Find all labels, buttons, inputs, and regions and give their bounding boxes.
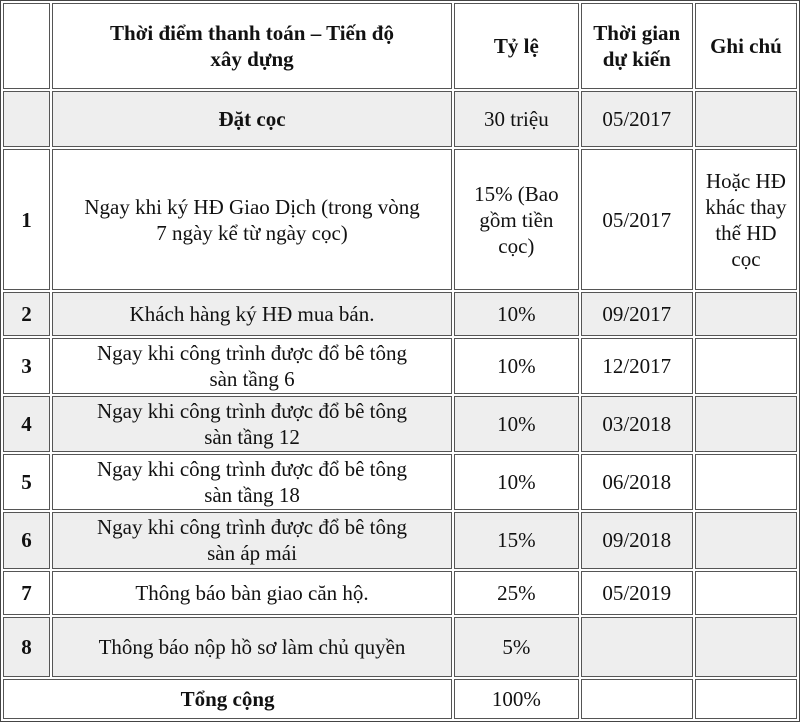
total-note [695,679,797,719]
table-row [3,571,797,615]
row-rate: 15% (Bao gồm tiền cọc) [454,149,579,289]
total-label: Tổng cộng [3,679,452,719]
header-milestone: Thời điểm thanh toán – Tiến độ xây dựng [52,3,452,89]
row-milestone: Ngay khi công trình được đổ bê tông sàn tầng 6 [52,338,452,394]
row-time: 03/2018 [581,396,693,452]
total-time [581,679,693,719]
row-milestone: Thông báo bàn giao căn hộ. [52,571,452,615]
row-number: 1 [3,149,50,289]
deposit-label: Đặt cọc [52,91,452,147]
row-number: 2 [3,292,50,336]
table-row [3,149,797,289]
row-number: 6 [3,512,50,568]
row-number: 8 [3,617,50,677]
header-time: Thời gian dự kiến [581,3,693,89]
header-index [3,3,50,89]
row-note [695,617,797,677]
row-note [695,338,797,394]
row-milestone: Ngay khi công trình được đổ bê tông sàn tầng 18 [52,454,452,510]
row-number: 3 [3,338,50,394]
row-note [695,454,797,510]
row-note [695,571,797,615]
table-row [3,396,797,452]
row-number: 4 [3,396,50,452]
row-milestone: Ngay khi ký HĐ Giao Dịch (trong vòng 7 ngày kể từ ngày cọc) [52,149,452,289]
total-rate: 100% [454,679,579,719]
deposit-note [695,91,797,147]
row-rate: 10% [454,396,579,452]
row-note [695,512,797,568]
row-time: 06/2018 [581,454,693,510]
row-note [695,396,797,452]
deposit-time: 05/2017 [581,91,693,147]
row-rate: 10% [454,292,579,336]
row-note [695,292,797,336]
table-row [3,617,797,677]
table-row [3,338,797,394]
total-row [3,679,797,719]
row-rate: 25% [454,571,579,615]
row-rate: 5% [454,617,579,677]
row-milestone: Thông báo nộp hồ sơ làm chủ quyền [52,617,452,677]
deposit-row [3,91,797,147]
row-time: 12/2017 [581,338,693,394]
deposit-index [3,91,50,147]
row-time: 05/2017 [581,149,693,289]
row-rate: 10% [454,454,579,510]
table-row [3,454,797,510]
row-milestone: Ngay khi công trình được đổ bê tông sàn áp mái [52,512,452,568]
row-time: 05/2019 [581,571,693,615]
header-rate: Tỷ lệ [454,3,579,89]
row-number: 7 [3,571,50,615]
row-time [581,617,693,677]
row-rate: 15% [454,512,579,568]
header-note: Ghi chú [695,3,797,89]
row-time: 09/2018 [581,512,693,568]
row-milestone: Ngay khi công trình được đổ bê tông sàn tầng 12 [52,396,452,452]
row-number: 5 [3,454,50,510]
header-row [3,3,797,89]
deposit-rate: 30 triệu [454,91,579,147]
table-row [3,512,797,568]
row-milestone: Khách hàng ký HĐ mua bán. [52,292,452,336]
row-note: Hoặc HĐ khác thay thế HD cọc [695,149,797,289]
table-row [3,292,797,336]
row-rate: 10% [454,338,579,394]
row-time: 09/2017 [581,292,693,336]
